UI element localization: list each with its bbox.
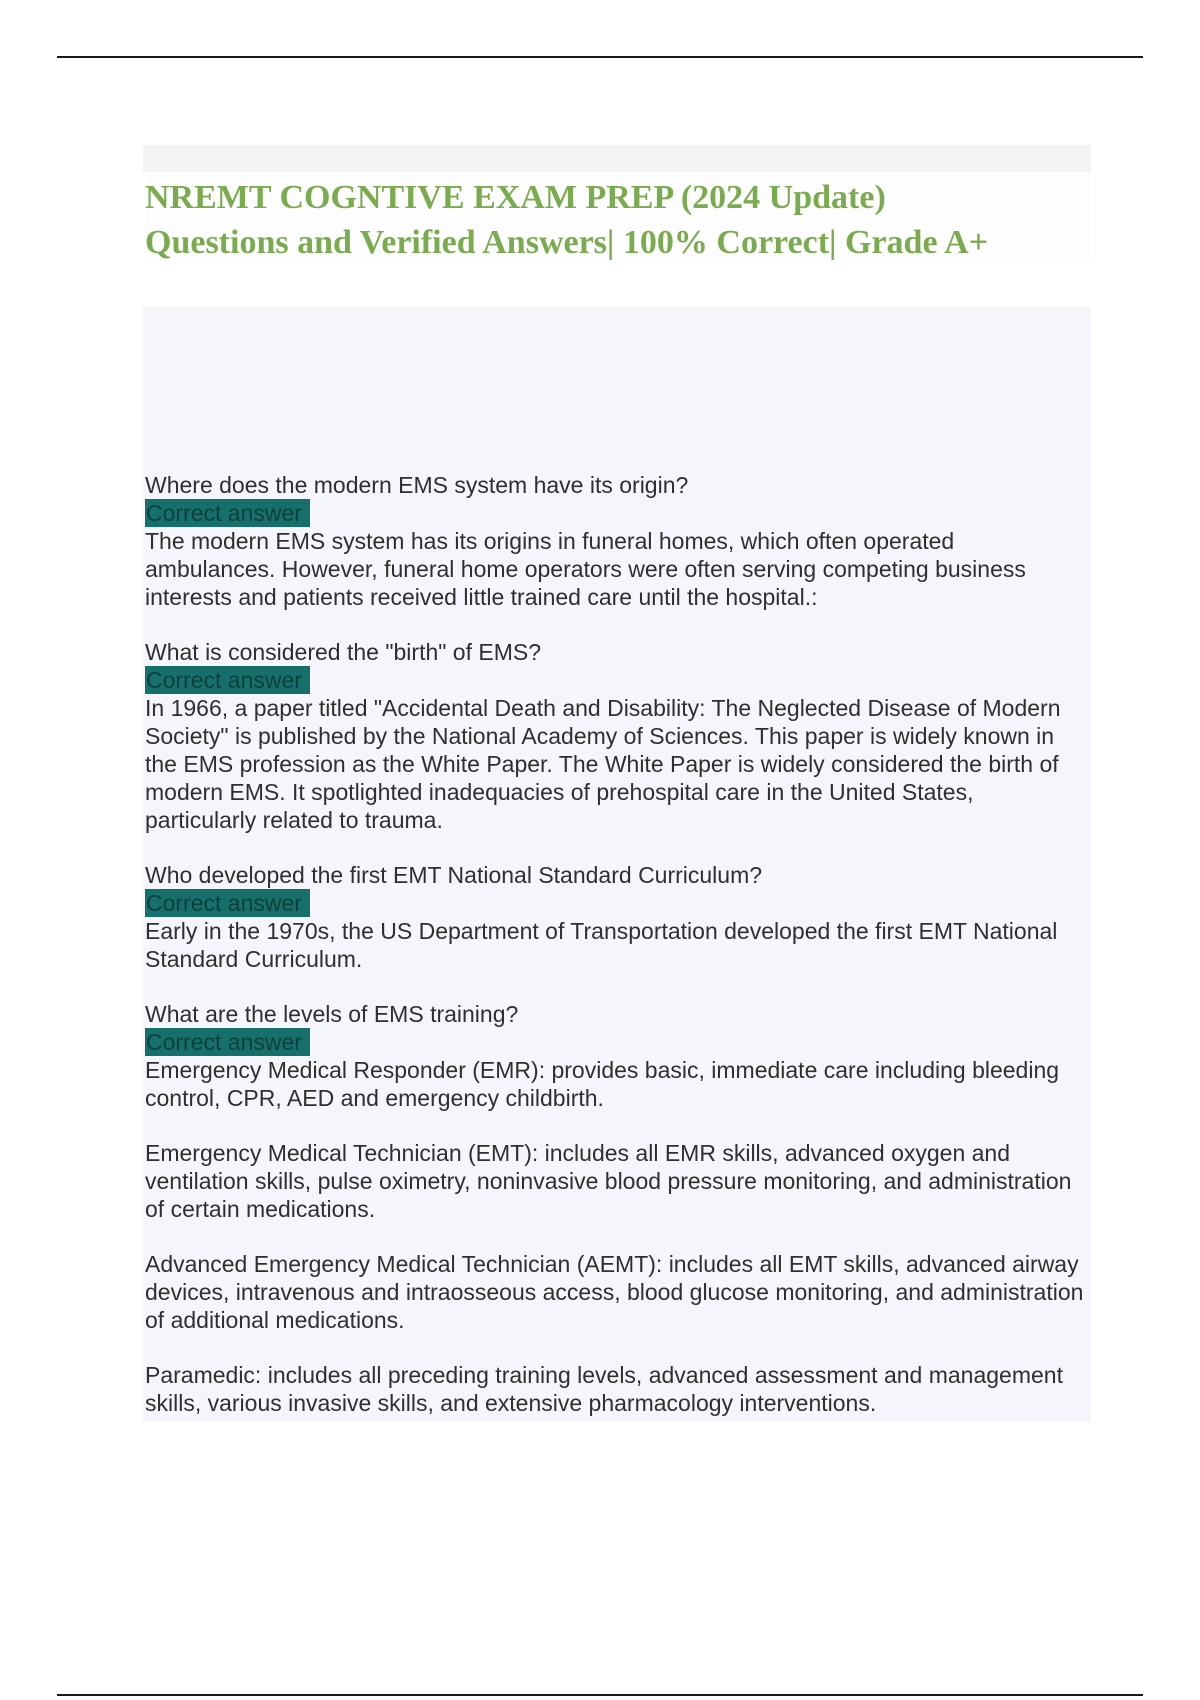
qa-item [145, 471, 1085, 611]
qa-item [145, 638, 1085, 834]
question-text: What are the levels of EMS training? [145, 1001, 519, 1027]
answer-text: Early in the 1970s, the US Department of Transportation developed the first EMT National Standard Curriculum. [145, 918, 1058, 972]
answer-text: Paramedic: includes all preceding training levels, advanced assessment and management skills, various invasive skills, and extensive pharmacology interventions. [145, 1362, 1063, 1416]
top-rule [57, 56, 1143, 58]
answer-text: Advanced Emergency Medical Technician (AEMT): includes all EMT skills, advanced airway devices, intravenous and intraosseous access, blood glucose monitoring, and administration of additional medications. [145, 1251, 1084, 1333]
qa-item [145, 1000, 1085, 1417]
title-band [143, 145, 1091, 173]
document-title-line-1: NREMT COGNTIVE EXAM PREP (2024 Update) [145, 179, 886, 216]
correct-answer-label: Correct answer [145, 889, 310, 917]
correct-answer-label: Correct answer [145, 666, 310, 694]
qa-item [145, 861, 1085, 973]
answer-text: The modern EMS system has its origins in funeral homes, which often operated ambulances. However, funeral home operators were often serving competing business interests and patients received little trained care until the hospital.: [145, 528, 1026, 610]
question-text: What is considered the "birth" of EMS? [145, 639, 542, 665]
document-title [145, 172, 1091, 265]
answer-text: Emergency Medical Technician (EMT): includes all EMR skills, advanced oxygen and ventilation skills, pulse oximetry, noninvasive blood pressure monitoring, and administration of certain medications. [145, 1140, 1072, 1222]
title-block [145, 172, 1091, 262]
bottom-rule [57, 1694, 1143, 1696]
answer-text: In 1966, a paper titled "Accidental Death and Disability: The Neglected Disease of Modern Society" is published by the National Academy of Sciences. This paper is widely known in the EMS profession as the White Paper. The White Paper is widely considered the birth of modern EMS. It spotlighted inadequacies of prehospital care in the United States, particularly related to trauma. [145, 695, 1061, 833]
question-text: Where does the modern EMS system have its origin? [145, 472, 689, 498]
correct-answer-label: Correct answer [145, 1028, 310, 1056]
qa-list [145, 471, 1085, 1444]
document-title-line-2: Questions and Verified Answers| 100% Correct| Grade A+ [145, 224, 989, 261]
correct-answer-label: Correct answer [145, 499, 310, 527]
question-text: Who developed the first EMT National Standard Curriculum? [145, 862, 763, 888]
answer-text: Emergency Medical Responder (EMR): provides basic, immediate care including bleeding control, CPR, AED and emergency childbirth. [145, 1057, 1060, 1111]
